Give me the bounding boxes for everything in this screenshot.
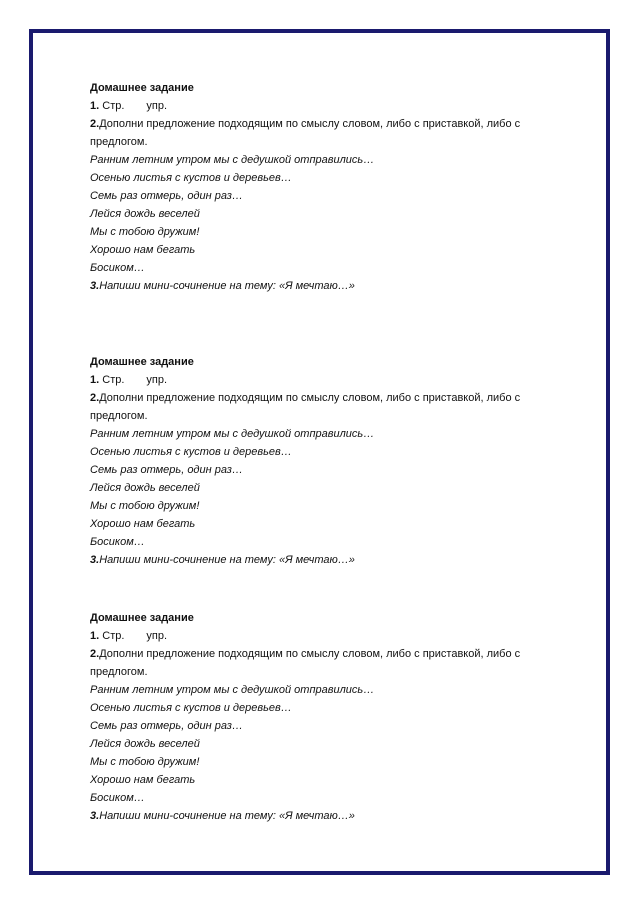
task-1-page-label: Стр. bbox=[102, 100, 125, 112]
task-3-line bbox=[90, 277, 570, 295]
homework-title: Домашнее задание bbox=[90, 82, 194, 94]
task-1-page-label: Стр. bbox=[102, 374, 125, 386]
sentence: Лейся дождь веселей bbox=[90, 482, 200, 494]
sentence: Хорошо нам бегать bbox=[90, 518, 196, 530]
homework-title: Домашнее задание bbox=[90, 356, 194, 368]
sentence: Семь раз отмерь, один раз… bbox=[90, 720, 243, 732]
task-1-exercise-label: упр. bbox=[146, 100, 168, 112]
task-2-text-continued: предлогом. bbox=[90, 410, 148, 422]
task-1-line bbox=[90, 627, 570, 645]
task-2-line bbox=[90, 645, 570, 663]
task-1-number: 1. bbox=[90, 630, 100, 642]
task-3-text: Напиши мини-сочинение на тему: «Я мечтаю…» bbox=[99, 810, 355, 822]
task-1-exercise-label: упр. bbox=[146, 630, 168, 642]
sentence: Мы с тобою дружим! bbox=[90, 226, 200, 238]
sentence: Лейся дождь веселей bbox=[90, 738, 200, 750]
sentence: Семь раз отмерь, один раз… bbox=[90, 464, 243, 476]
task-3-number: 3. bbox=[90, 810, 100, 822]
task-2-text: Дополни предложение подходящим по смыслу словом, либо с приставкой, либо с bbox=[99, 648, 521, 660]
sentence: Ранним летним утром мы с дедушкой отправились… bbox=[90, 684, 375, 696]
homework-block-2 bbox=[90, 353, 570, 569]
sentence: Босиком… bbox=[90, 262, 145, 274]
task-1-line bbox=[90, 97, 570, 115]
task-2-number: 2. bbox=[90, 648, 100, 660]
task-3-line bbox=[90, 807, 570, 825]
sentence: Мы с тобою дружим! bbox=[90, 500, 200, 512]
sentence: Хорошо нам бегать bbox=[90, 774, 196, 786]
sentence: Босиком… bbox=[90, 536, 145, 548]
sentence: Осенью листья с кустов и деревьев… bbox=[90, 172, 292, 184]
task-1-number: 1. bbox=[90, 374, 100, 386]
task-1-line bbox=[90, 371, 570, 389]
task-3-text: Напиши мини-сочинение на тему: «Я мечтаю…» bbox=[99, 554, 355, 566]
task-2-line bbox=[90, 115, 570, 133]
sentence: Осенью листья с кустов и деревьев… bbox=[90, 702, 292, 714]
task-2-number: 2. bbox=[90, 392, 100, 404]
sentence: Хорошо нам бегать bbox=[90, 244, 196, 256]
task-2-line bbox=[90, 389, 570, 407]
sentence: Осенью листья с кустов и деревьев… bbox=[90, 446, 292, 458]
task-3-text: Напиши мини-сочинение на тему: «Я мечтаю…» bbox=[99, 280, 355, 292]
sentence: Ранним летним утром мы с дедушкой отправились… bbox=[90, 428, 375, 440]
task-1-number: 1. bbox=[90, 100, 100, 112]
sentence: Лейся дождь веселей bbox=[90, 208, 200, 220]
task-3-number: 3. bbox=[90, 554, 100, 566]
task-2-text: Дополни предложение подходящим по смыслу словом, либо с приставкой, либо с bbox=[99, 118, 521, 130]
task-1-exercise-label: упр. bbox=[146, 374, 168, 386]
task-3-line bbox=[90, 551, 570, 569]
task-2-text: Дополни предложение подходящим по смыслу словом, либо с приставкой, либо с bbox=[99, 392, 521, 404]
sentence: Семь раз отмерь, один раз… bbox=[90, 190, 243, 202]
sentence: Ранним летним утром мы с дедушкой отправились… bbox=[90, 154, 375, 166]
task-2-number: 2. bbox=[90, 118, 100, 130]
task-1-page-label: Стр. bbox=[102, 630, 125, 642]
homework-block-1 bbox=[90, 79, 570, 295]
task-2-text-continued: предлогом. bbox=[90, 666, 148, 678]
task-2-text-continued: предлогом. bbox=[90, 136, 148, 148]
sentence: Мы с тобою дружим! bbox=[90, 756, 200, 768]
sentence: Босиком… bbox=[90, 792, 145, 804]
homework-title: Домашнее задание bbox=[90, 612, 194, 624]
homework-block-3 bbox=[90, 609, 570, 825]
task-3-number: 3. bbox=[90, 280, 100, 292]
